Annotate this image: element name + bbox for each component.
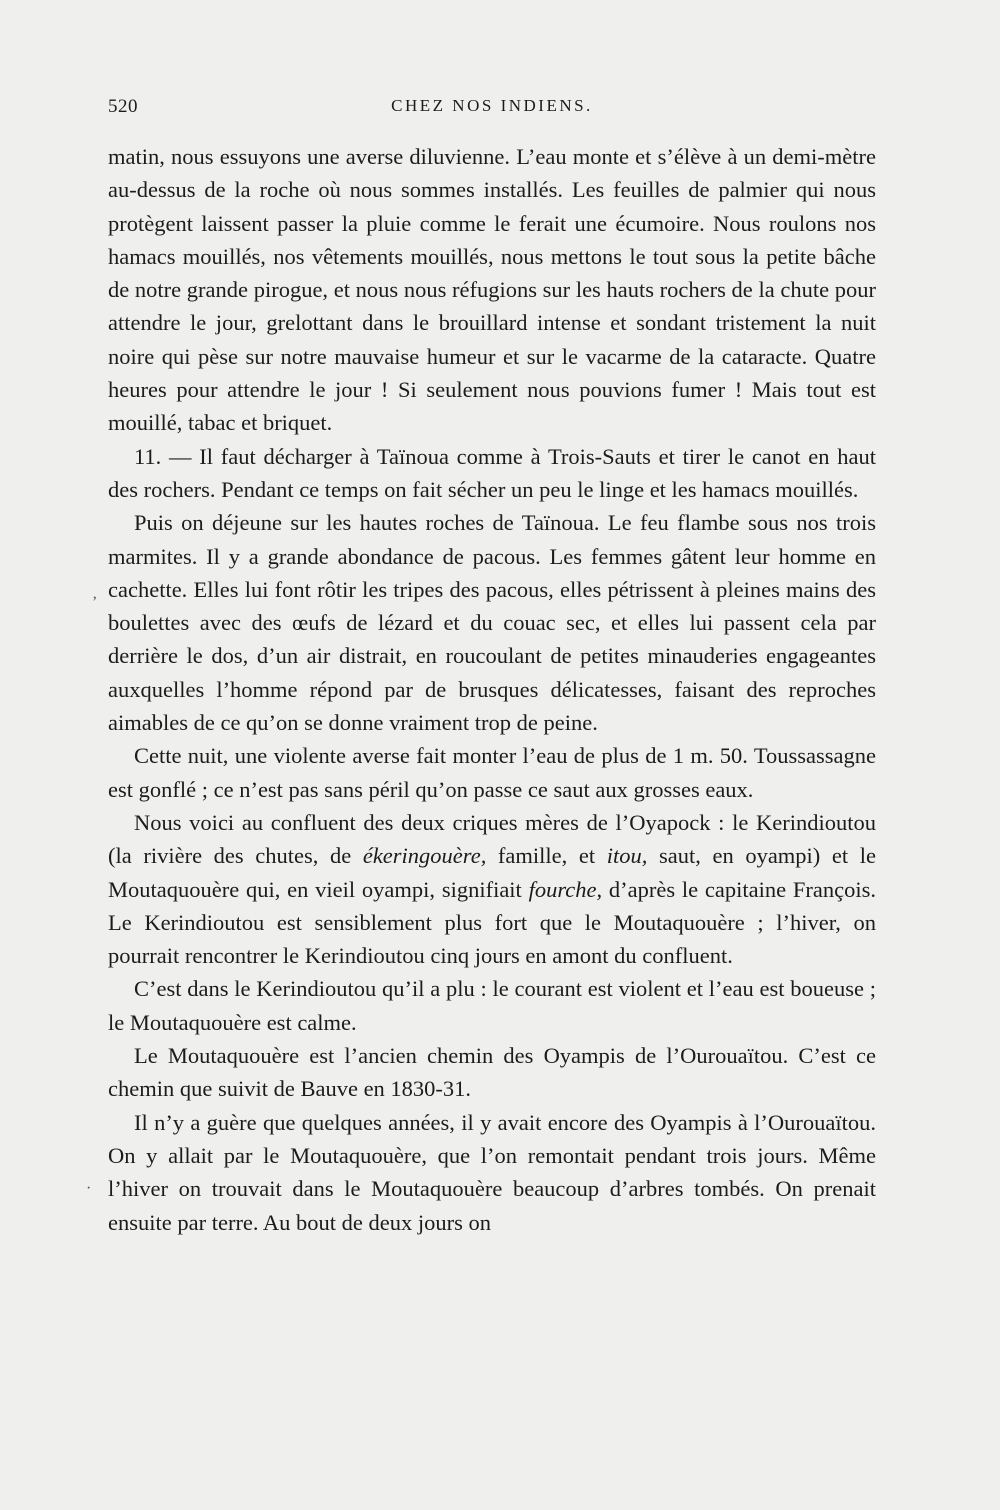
- page-number: 520: [108, 96, 138, 117]
- italic-term: fourche,: [528, 876, 603, 902]
- paragraph: [108, 806, 876, 972]
- italic-term: itou,: [606, 843, 648, 869]
- paragraph: Le Moutaquouère est l’ancien chemin des Oyampis de l’Ourouaïtou. C’est ce chemin que suivit de Bauve en 1830-31.: [108, 1043, 876, 1102]
- paragraph: Cette nuit, une violente averse fait monter l’eau de plus de 1 m. 50. Toussassagne est gonflé ; ce n’est pas sans péril qu’on passe ce saut aux grosses eaux.: [108, 743, 876, 802]
- paragraph: C’est dans le Kerindioutou qu’il a plu : le courant est violent et l’eau est boueuse ; le Moutaquouère est calme.: [108, 976, 876, 1035]
- text-run: saut, en oyampi) et le Moutaquouère qui, en vieil oyampi, signifiait: [108, 843, 876, 902]
- paragraph: Puis on déjeune sur les hautes roches de Taïnoua. Le feu flambe sous nos trois marmites. Il y a grande abondance de pacous. Les femmes gâtent leur homme en cachette. Elles lui font rôtir les tripes des pacous, elles pétrissent à pleines mains des boulettes avec des œufs de lézard et du couac sec, et elles lui passent cela par derrière le dos, d’un air distrait, en roucoulant de petites minauderies engageantes auxquelles l’homme répond par de brusques délicatesses, faisant des reproches aimables de ce qu’on se donne vraiment trop de peine.: [108, 510, 876, 736]
- paragraph: Il n’y a guère que quelques années, il y avait encore des Oyampis à l’Ourouaïtou. On y allait par le Moutaquouère, que l’on remontait pendant trois jours. Même l’hiver on trouvait dans le Moutaquouère beaucoup d’arbres tombés. On prenait ensuite par terre. Au bout de deux jours on: [108, 1109, 876, 1235]
- paragraph: matin, nous essuyons une averse diluvienne. L’eau monte et s’élève à un demi-mètre au-dessus de la roche où nous sommes installés. Les feuilles de palmier qui nous protègent laissent passer la pluie comme le ferait une écumoire. Nous roulons nos hamacs mouillés, nos vêtements mouillés, nous mettons le tout sous la petite bâche de notre grande pirogue, et nous nous réfugions sur les hauts rochers de la chute pour attendre le jour, grelottant dans le brouillard intense et sondant tristement la nuit noire qui pèse sur notre mauvaise humeur et sur le vacarme de la cataracte. Quatre heures pour attendre le jour ! Si seulement nous pouvions fumer ! Mais tout est mouillé, tabac et briquet.: [108, 144, 876, 436]
- text-run: d’après le capitaine François. Le Kerindioutou est sensiblement plus fort que le Moutaquouère ; l’hiver, on pourrait rencontrer le Kerindioutou cinq jours en amont du confluent.: [108, 876, 877, 969]
- stray-mark: ‚: [92, 585, 98, 602]
- running-title: CHEZ NOS INDIENS.: [391, 96, 593, 115]
- body-text: [108, 140, 876, 1239]
- text-run: Nous voici au confluent des deux criques mères de l’Oyapock : le Kerindioutou (la rivière des chutes, de: [108, 809, 876, 869]
- stray-mark: ·: [86, 1180, 92, 1197]
- page-header: [108, 96, 876, 124]
- italic-term: ékeringouère,: [362, 843, 487, 869]
- text-run: famille, et: [486, 843, 607, 869]
- paragraph: 11. — Il faut décharger à Taïnoua comme à Trois-Sauts et tirer le canot en haut des rochers. Pendant ce temps on fait sécher un peu le linge et les hamacs mouillés.: [108, 443, 876, 502]
